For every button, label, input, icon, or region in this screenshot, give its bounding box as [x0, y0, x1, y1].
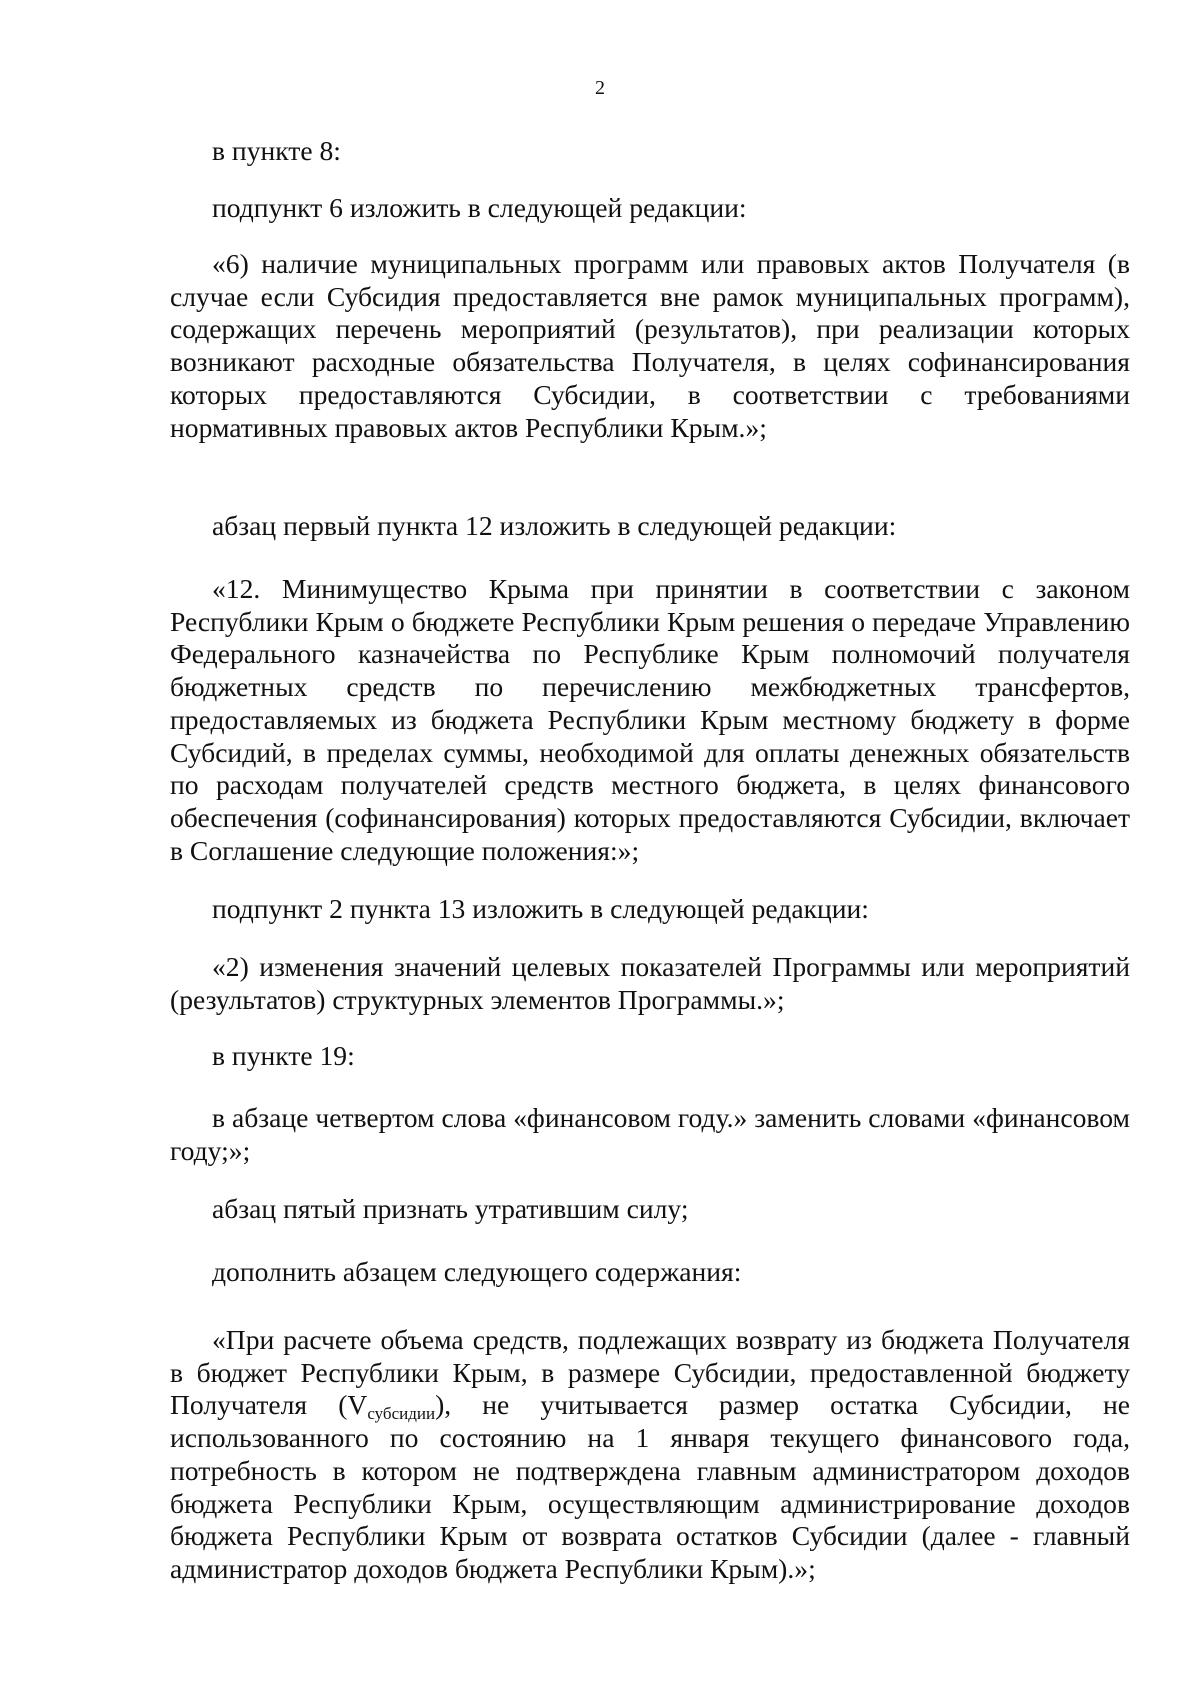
- paragraph-point-12-heading: абзац первый пункта 12 изложить в следующей редакции:: [212, 510, 897, 541]
- subscript-subsidy: субсидии: [367, 1404, 436, 1424]
- paragraph-subpoint-6-heading: подпункт 6 изложить в следующей редакции:: [212, 192, 747, 223]
- page-number: 2: [595, 77, 605, 99]
- paragraph-point-12-text: «12. Минимущество Крыма при принятии в соответствии с законом Республики Крым о бюджете Республики Крым решения о передаче Управлению Федерального казначейства по Республике Крым полномочий получателя бюджетных средств по перечислению межбюджетных трансфертов, предоставляемых из бюджета Республики Крым местному бюджету в форме Субсидий, в пределах суммы, необходимой для оплаты денежных обязательств по расходам получателей средств местного бюджета, в целях финансового обеспечения (софинансирования) которых предоставляются Субсидии, включает в Соглашение следующие положения:»;: [170, 573, 1130, 866]
- paragraph-point-13-text: «2) изменения значений целевых показателей Программы или мероприятий (результатов) структурных элементов Программы.»;: [170, 951, 1130, 1015]
- paragraph-supplement-text-part1: «При расчете объема средств, подлежащих возврату из бюджета Получателя в бюджет Республики Крым, в размере Субсидии, предоставленной бюджету Получателя (V: [170, 1324, 1130, 1421]
- paragraph-supplement-text-part2: ), не учитывается размер остатка Субсидии, не использованного по состоянию на 1 января текущего финансового года, потребность в котором не подтверждена главным администратором доходов бюджета Республики Крым, осуществляющим администрирование доходов бюджета Республики Крым от возврата остатков Субсидии (далее - главный администратор доходов бюджета Республики Крым).»;: [170, 1389, 1131, 1584]
- paragraph-point-13-heading: подпункт 2 пункта 13 изложить в следующей редакции:: [212, 893, 869, 924]
- paragraph-point-8: в пункте 8:: [212, 135, 341, 166]
- paragraph-supplement-text: [170, 1324, 1130, 1586]
- paragraph-point-19-paragraph-5: абзац пятый признать утратившим силу;: [212, 1193, 689, 1224]
- paragraph-point-19-heading: в пункте 19:: [212, 1040, 355, 1071]
- paragraph-supplement-heading: дополнить абзацем следующего содержания:: [212, 1256, 742, 1287]
- paragraph-point-19-paragraph-4: в абзаце четвертом слова «финансовом году.» заменить словами «финансовом году;»;: [170, 1102, 1130, 1166]
- paragraph-subpoint-6-text: «6) наличие муниципальных программ или правовых актов Получателя (в случае если Субсидия предоставляется вне рамок муниципальных программ), содержащих перечень мероприятий (результатов), при реализации которых возникают расходные обязательства Получателя, в целях софинансирования которых предоставляются Субсидии, в соответствии с требованиями нормативных правовых актов Республики Крым.»;: [170, 248, 1130, 443]
